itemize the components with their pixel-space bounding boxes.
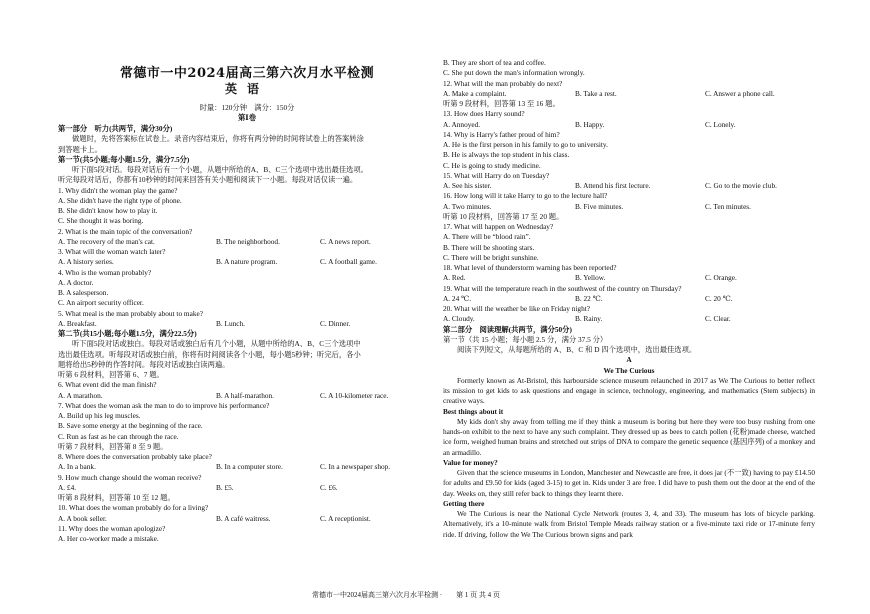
section1-intro-line: 听下面5段对话。每段对话后有一个小题，从题中所给的A、B、C三个选项中选出最佳选项。 <box>72 165 368 174</box>
question-7: 7. What does the woman ask the man to do to improve his performance? <box>58 400 270 410</box>
exam-meta: 时量：120分钟 满分：150分 <box>199 103 295 112</box>
question-2: 2. What is the main topic of the conversation? <box>58 226 193 236</box>
options-row <box>443 89 815 99</box>
option: B. A half-marathon. <box>216 390 274 400</box>
question-9: 9. How much change should the woman receive? <box>58 472 202 482</box>
section1-intro-line: 听完每段对话后，你都有10秒钟的时间来回答有关小题和阅读下一小题。每段对话仅读一遍。 <box>58 175 358 185</box>
question-5: 5. What meal is the man probably about to make? <box>58 308 203 318</box>
left-column <box>58 124 436 544</box>
question-16: 16. How long will it take Harry to go to the lecture hall? <box>443 191 608 201</box>
option: A. Two minutes. <box>443 201 492 211</box>
passage-heading: Best things about it <box>443 406 504 416</box>
passage-paragraph: We The Curious is near the National Cycle Network (routes 3, 4, and 33). The museum has lots of bicycle parking. Alternatively, it's a 10-minute walk from Bristol Temple Meads railway station or a five-minute taxi ride or 17-minute ferry ride. If driving, follow the We The Curious brown signs and park <box>443 509 815 539</box>
material-note: 听第 9 段材料，回答第 13 至 16 题。 <box>443 99 560 108</box>
options-row <box>58 237 436 247</box>
options-row <box>58 483 436 493</box>
question-20: 20. What will the weather be like on Friday night? <box>443 304 590 313</box>
options-row <box>443 294 815 304</box>
option: A. 24 ℃. <box>443 293 472 303</box>
options-row <box>443 273 815 283</box>
question-4: 4. Who is the woman probably? <box>58 267 152 277</box>
option: B. Attend his first lecture. <box>575 181 651 190</box>
material-note: 听第 10 段材料，回答第 17 至 20 题。 <box>443 211 564 221</box>
option: A. Her co-worker made a mistake. <box>58 534 159 543</box>
question-19: 19. What will the temperature reach in the southwest of the country on Thursday? <box>443 283 682 293</box>
passage-heading: Getting there <box>443 498 485 508</box>
question-18: 18. What level of thunderstorm warning has been reported? <box>443 263 617 272</box>
option: A. A doctor. <box>58 277 94 287</box>
volume-label: 第Ⅰ卷 <box>237 113 256 122</box>
question-14: 14. Why is Harry's father proud of him? <box>443 129 560 139</box>
subject-heading: 英语 <box>224 82 269 96</box>
option: A. Make a complaint. <box>443 88 507 98</box>
option: A. Build up his leg muscles. <box>58 411 141 420</box>
option: C. A football game. <box>320 257 377 267</box>
question-13: 13. How does Harry sound? <box>443 109 525 119</box>
option: C. Orange. <box>705 273 737 283</box>
option: A. A history series. <box>58 257 114 267</box>
option: A. A marathon. <box>58 390 103 400</box>
option: B. Lunch. <box>216 318 245 328</box>
option: A. Cloudy. <box>443 314 475 324</box>
material-note: 听第 6 段材料，回答第 6、7 题。 <box>58 370 164 379</box>
option: B. Take a rest. <box>575 88 617 98</box>
passage-paragraph: Formerly known as At-Bristol, this harbourside science museum relaunched in 2017 as We The Curious to better reflect its mission to get kids to ask questions and engage in science, technology, engineering, and mathematics (Stem subjects) in creative ways. <box>443 375 815 406</box>
option: C. She thought it was boring. <box>58 216 144 226</box>
question-1: 1. Why didn't the woman play the game? <box>58 185 178 195</box>
option: C. Dinner. <box>320 318 351 328</box>
page-footer: 常德市一中2024届高三第六次月水平检测 · 第 1 页 共 4 页 <box>312 591 500 599</box>
option: C. A news report. <box>320 236 371 246</box>
option: B. They are short of tea and coffee. <box>443 58 546 67</box>
option: B. In a computer store. <box>216 462 283 472</box>
question-12: 12. What will the man probably do next? <box>443 78 563 88</box>
option: C. There will be bright sunshine. <box>443 252 539 262</box>
part1-intro-line: 做题时，先将答案标在试卷上。录音内容结束后，你将有两分钟的时间将试卷上的答案转涂 <box>72 134 364 144</box>
exam-title: 常德市一中2024届高三第六次月水平检测 <box>119 66 375 81</box>
options-row <box>443 120 815 130</box>
option: C. 20 ℃. <box>705 293 733 303</box>
part2-section1: 第一节（共 15 小题；每小题 2.5 分，满分 37.5 分） <box>443 334 608 344</box>
options-row <box>443 314 815 324</box>
option: B. Rainy. <box>575 314 603 324</box>
option: B. A café waitress. <box>216 513 271 523</box>
option: B. Five minutes. <box>575 201 624 211</box>
options-row <box>58 257 436 267</box>
option: B. He is always the top student in his class. <box>443 150 570 160</box>
option: B. The neighborhood. <box>216 236 280 246</box>
option: B. A nature program. <box>216 257 278 267</box>
section2-intro-line: 题将给出5秒钟的作答时间。每段对话或独白读两遍。 <box>58 359 230 369</box>
option: A. The recovery of the man's cat. <box>58 236 155 246</box>
part2-title: 第二部分 阅读理解(共两节，满分50分) <box>443 324 572 334</box>
options-row <box>58 462 436 472</box>
option: A. Breakfast. <box>58 318 97 328</box>
option: A. Annoyed. <box>443 119 481 129</box>
part2-intro: 阅读下列短文，从每题所给的 A、B、C 和 D 四个选项中，选出最佳选项。 <box>457 345 697 354</box>
section2-intro-line: 听下面5段对话或独白。每段对话或独白后有几个小题，从题中所给的A、B、C三个选项中 <box>72 339 361 349</box>
question-10: 10. What does the woman probably do for a living? <box>58 503 209 513</box>
question-11: 11. Why does the woman apologize? <box>58 523 166 533</box>
passage-paragraph: My kids don't shy away from telling me if they think a museum is boring but here they were too busy rushing from one hands-on exhibit to the next to have any such complaint. They dressed up as bees to catch pollen (花粉)made cheese, watched ice form, weighed human brains and stretched out strips of DNA to compare the genetic sequence (基因序列) of a monkey and an armadillo. <box>443 416 815 457</box>
option: B. £5. <box>216 482 234 492</box>
option: C. A 10-kilometer race. <box>320 390 389 400</box>
material-note: 听第 7 段材料，回答第 8 至 9 题。 <box>58 441 168 451</box>
options-row <box>58 319 436 329</box>
passage-paragraph: Given that the science museums in London, Manchester and Newcastle are free, it does jar (不一致) having to pay £14.50 for adults and £9.50 for kids (aged 3-15) to get in. Kids under 3 are free. I did have to push them out the door at the end of the day. Weeks on, they still refer back to things they learnt there. <box>443 468 815 498</box>
option: C. £6. <box>320 482 338 492</box>
options-row <box>58 514 436 524</box>
question-15: 15. What will Harry do on Tuesday? <box>443 170 550 180</box>
section2-intro-line: 选出最佳选项。听每段对话或独白前，你将有时间阅读各个小题，每小题5秒钟；听完后，各小 <box>58 349 361 359</box>
passage-heading: Value for money? <box>443 457 498 467</box>
option: C. In a newspaper shop. <box>320 462 391 472</box>
option: C. She put down the man's information wrongly. <box>443 68 585 78</box>
option: C. He is going to study medicine. <box>443 160 541 170</box>
option: B. A salesperson. <box>58 288 109 297</box>
question-3: 3. What will the woman watch later? <box>58 247 166 256</box>
option: A. He is the first person in his family to go to university. <box>443 140 608 149</box>
part1-intro-line: 到答题卡上。 <box>58 144 102 154</box>
option: C. A receptionist. <box>320 513 371 523</box>
section1-title: 第一节(共5小题;每小题1.5分，满分7.5分) <box>58 154 190 164</box>
option: B. Save some energy at the beginning of the race. <box>58 421 203 431</box>
section2-title: 第二节(共15小题;每小题1.5分，满分22.5分) <box>58 329 197 338</box>
option: B. Yellow. <box>575 273 606 283</box>
question-6: 6. What event did the man finish? <box>58 380 157 390</box>
option: B. She didn't know how to play it. <box>58 206 158 215</box>
material-note: 听第 8 段材料，回答第 10 至 12 题。 <box>58 493 175 502</box>
option: C. Run as fast as he can through the race. <box>58 431 179 441</box>
question-17: 17. What will happen on Wednesday? <box>443 222 554 231</box>
option: C. Lonely. <box>705 119 736 129</box>
option: A. See his sister. <box>443 181 492 190</box>
option: B. 22 ℃. <box>575 293 603 303</box>
option: C. An airport security officer. <box>58 298 144 308</box>
option: C. Clear. <box>705 314 731 324</box>
option: A. £4. <box>58 482 77 492</box>
option: C. Answer a phone call. <box>705 88 775 98</box>
option: A. She didn't have the right type of phone. <box>58 195 182 205</box>
options-row <box>443 181 815 191</box>
part1-title: 第一部分 听力(共两节，满分30分) <box>58 124 173 133</box>
passage-letter: A <box>626 355 632 365</box>
option: A. A book seller. <box>58 513 107 523</box>
option: A. In a bank. <box>58 462 96 472</box>
option: A. There will be “blood rain”. <box>443 232 531 242</box>
passage-title: We The Curious <box>603 365 655 375</box>
options-row <box>443 202 815 212</box>
option: A. Red. <box>443 273 466 283</box>
options-row <box>58 391 436 401</box>
option: C. Go to the movie club. <box>705 181 777 190</box>
right-column <box>443 58 815 540</box>
question-8: 8. Where does the conversation probably take place? <box>58 452 212 461</box>
option: B. Happy. <box>575 119 605 129</box>
option: B. There will be shooting stars. <box>443 242 535 252</box>
option: C. Ten minutes. <box>705 201 751 211</box>
